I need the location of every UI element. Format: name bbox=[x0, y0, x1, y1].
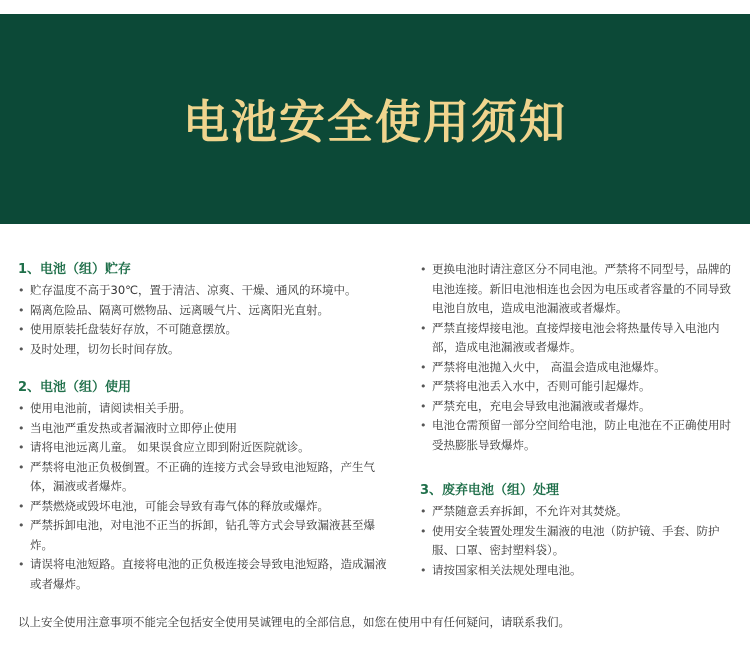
list-item: • 请误将电池短路。直接将电池的正负极连接会导致电池短路，造成漏液或者爆炸。 bbox=[18, 555, 393, 594]
list-item: • 当电池严重发热或者漏液时立即停止使用 bbox=[18, 419, 393, 439]
disposal-list bbox=[420, 502, 738, 580]
list-item: • 严禁直接焊接电池。直接焊接电池会将热量传导入电池内部，造成电池漏液或者爆炸。 bbox=[420, 319, 738, 358]
list-item: • 严禁将电池丢入水中，否则可能引起爆炸。 bbox=[420, 377, 738, 397]
list-item: • 使用安全装置处理发生漏液的电池（防护镜、手套、防护服、口罩、密封塑料袋）。 bbox=[420, 522, 738, 561]
list-item: • 电池仓需预留一部分空间给电池，防止电池在不正确使用时受热膨胀导致爆炸。 bbox=[420, 416, 738, 455]
list-item: • 使用原装托盘装好存放，不可随意摆放。 bbox=[18, 320, 393, 340]
footer-note: 以上安全使用注意事项不能完全包括安全使用昊诚锂电的全部信息，如您在使用中有任何疑问，请联系我们。 bbox=[18, 615, 570, 629]
usage-list-continued bbox=[420, 260, 738, 455]
section-title-usage: 2、电池（组）使用 bbox=[18, 380, 132, 395]
list-item: • 严禁充电，充电会导致电池漏液或者爆炸。 bbox=[420, 397, 738, 417]
list-item: • 严禁拆卸电池，对电池不正当的拆卸，钻孔等方式会导致漏液甚至爆炸。 bbox=[18, 516, 393, 555]
list-item: • 使用电池前，请阅读相关手册。 bbox=[18, 399, 393, 419]
list-item: • 请按国家相关法规处理电池。 bbox=[420, 561, 738, 581]
list-item: • 及时处理，切勿长时间存放。 bbox=[18, 340, 393, 360]
list-item: • 严禁将电池正负极倒置。不正确的连接方式会导致电池短路，产生气体，漏液或者爆炸。 bbox=[18, 458, 393, 497]
list-item: • 严禁将电池抛入火中， 高温会造成电池爆炸。 bbox=[420, 358, 738, 378]
page-title: 电池安全使用须知 bbox=[183, 95, 567, 149]
storage-list bbox=[18, 281, 393, 359]
section-title-storage: 1、电池（组）贮存 bbox=[18, 262, 132, 277]
left-column bbox=[18, 260, 393, 594]
list-item: • 更换电池时请注意区分不同电池。严禁将不同型号，品牌的电池连接。新旧电池相连也会因为电压或者容量的不同导致电池自放电，造成电池漏液或者爆炸。 bbox=[420, 260, 738, 319]
section-title-disposal: 3、废弃电池（组）处理 bbox=[420, 483, 560, 498]
list-item: • 严禁燃烧或毁坏电池，可能会导致有毒气体的释放或爆炸。 bbox=[18, 497, 393, 517]
list-item: • 严禁随意丢弃拆卸，不允许对其焚烧。 bbox=[420, 502, 738, 522]
list-item: • 隔离危险品、隔离可燃物品、远离暖气片、远离阳光直射。 bbox=[18, 301, 393, 321]
right-column bbox=[420, 260, 738, 580]
list-item: • 请将电池远离儿童。 如果误食应立即到附近医院就诊。 bbox=[18, 438, 393, 458]
usage-list bbox=[18, 399, 393, 594]
list-item: • 贮存温度不高于30℃，置于清洁、凉爽、干燥、通风的环境中。 bbox=[18, 281, 393, 301]
